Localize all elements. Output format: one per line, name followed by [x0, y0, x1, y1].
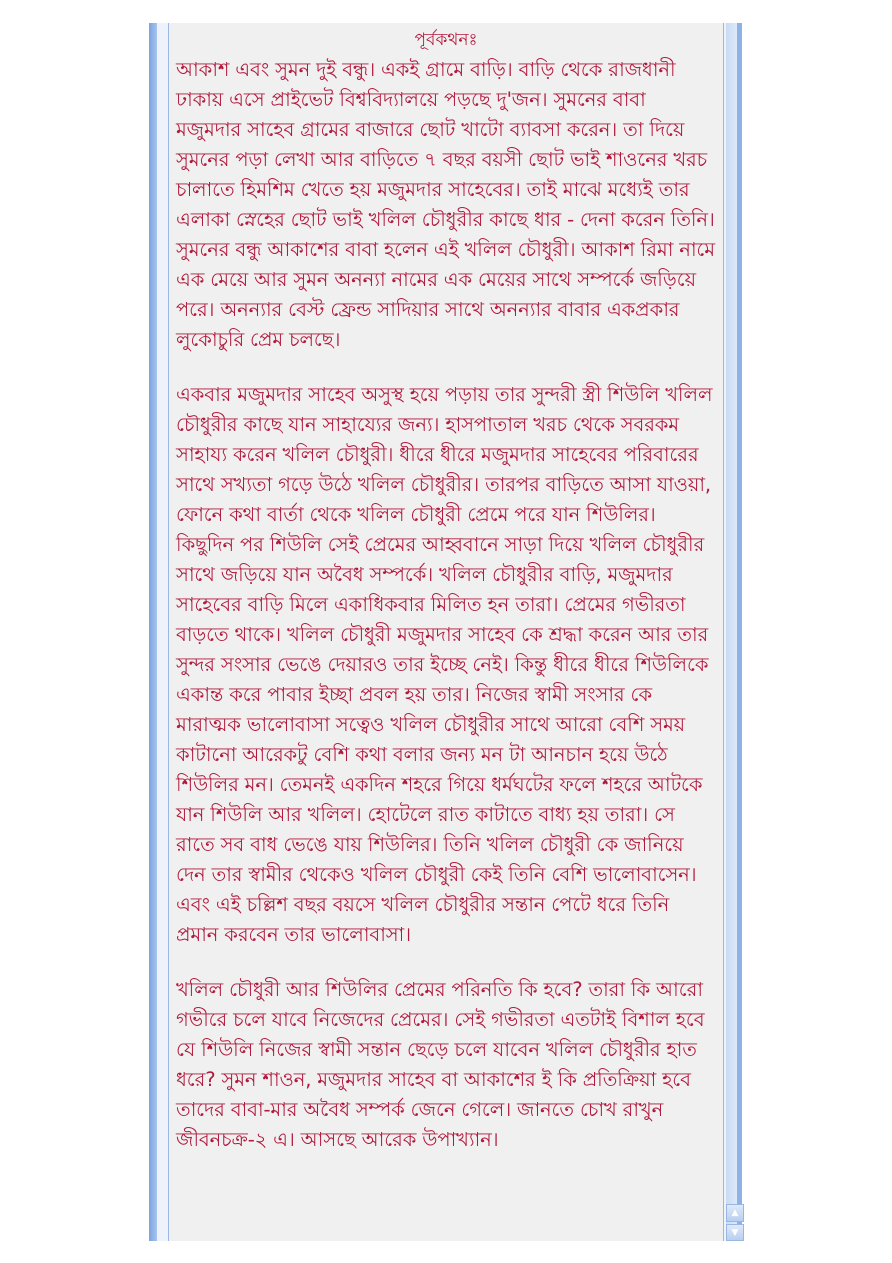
vertical-scrollbar[interactable] — [726, 23, 742, 1241]
paragraph-3: খলিল চৌধুরী আর শিউলির প্রেমের পরিনতি কি হবে? তারা কি আরো গভীরে চলে যাবে নিজেদের প্রেমের। সেই গভীরতা এতটাই বিশাল হবে যে শিউলি নিজের স্বামী সন্তান ছেড়ে চলে যাবেন খলিল চৌধুরীর হাত ধরে? সুমন শাওন, মজুমদার সাহেব বা আকাশের ই কি প্রতিক্রিয়া হবে তাদের বাবা-মার অবৈধ সম্পর্ক জেনে গেলে। জানতে চোখ রাখুন জীবনচক্র-২ এ। আসছে আরেক উপাখ্যান। — [176, 978, 705, 1151]
arrow-down-icon: ▼ — [731, 1228, 739, 1238]
window-left-border — [149, 23, 157, 1241]
paragraph-1: আকাশ এবং সুমন দুই বন্ধু। একই গ্রামে বাড়ি। বাড়ি থেকে রাজধানী ঢাকায় এসে প্রাইভেট বিশ্ববিদ্যালয়ে পড়ছে দু'জন। সুমনের বাবা মজুমদার সাহেব গ্রামের বাজারে ছোট খাটো ব্যাবসা করেন। তা দিয়ে সুমনের পড়া লেখা আর বাড়িতে ৭ বছর বয়সী ছোট ভাই শাওনের খরচ চালাতে হিমশিম খেতে হয় মজুমদার সাহেবের। তাই মাঝে মধ্যেই তার এলাকা স্নেহের ছোট ভাই খলিল চৌধুরীর কাছে ধার - দেনা করেন তিনি। সুমনের বন্ধু আকাশের বাবা হলেন এই খলিল চৌধুরী। আকাশ রিমা নামে এক মেয়ে আর সুমন অনন্যা নামের এক মেয়ের সাথে সম্পর্কে জড়িয়ে পরে। অনন্যার বেস্ট ফ্রেন্ড সাদিয়ার সাথে অনন্যার বাবার একপ্রকার লুকোচুরি প্রেম চলছে। — [176, 58, 715, 351]
scrollbar-edge — [737, 23, 742, 1241]
section-heading: পূর্বকথনঃ — [414, 30, 478, 50]
content-panel[interactable] — [168, 23, 724, 1241]
arrow-up-icon: ▲ — [731, 1208, 739, 1218]
paragraph-2: একবার মজুমদার সাহেব অসুস্থ হয়ে পড়ায় তার সুন্দরী স্ত্রী শিউলি খলিল চৌধুরীর কাছে যান সাহায্যের জন্য। হাসপাতাল খরচ থেকে সবরকম সাহায্য করেন খলিল চৌধুরী। ধীরে ধীরে মজুমদার সাহেবের পরিবারের সাথে সখ্যতা গড়ে উঠে খলিল চৌধুরীর। তারপর বাড়িতে আসা যাওয়া, ফোনে কথা বার্তা থেকে খলিল চৌধুরী প্রেমে পরে যান শিউলির। কিছুদিন পর শিউলি সেই প্রেমের আহ্ববানে সাড়া দিয়ে খলিল চৌধুরীর সাথে জড়িয়ে যান অবৈধ সম্পর্কে। খলিল চৌধুরীর বাড়ি, মজুমদার সাহেবের বাড়ি মিলে একাধিকবার মিলিত হন তারা। প্রেমের গভীরতা বাড়তে থাকে। খলিল চৌধুরী মজুমদার সাহেব কে শ্রদ্ধা করেন আর তার সুন্দর সংসার ভেঙে দেয়ারও তার ইচ্ছে নেই। কিন্তু ধীরে ধীরে শিউলিকে একান্ত করে পাবার ইচ্ছা প্রবল হয় তার। নিজের স্বামী সংসার কে মারাত্মক ভালোবাসা সত্বেও খলিল চৌধুরীর সাথে আরো বেশি সময় কাটানো আরেকটু বেশি কথা বলার জন্য মন টা আনচান হয়ে উঠে শিউলির মন। তেমনই একদিন শহরে গিয়ে ধর্মঘটের ফলে শহরে আটকে যান শিউলি আর খলিল। হোটেলে রাত কাটাতে বাধ্য হয় তারা। সে রাতে সব বাধ ভেঙে যায় শিউলির। তিনি খলিল চৌধুরী কে জানিয়ে দেন তার স্বামীর থেকেও খলিল চৌধুরী কেই তিনি বেশি ভালোবাসেন। এবং এই চল্লিশ বছর বয়সে খলিল চৌধুরীর সন্তান পেটে ধরে তিনি প্রমান করবেন তার ভালোবাসা। — [176, 383, 713, 946]
scroll-up-button[interactable] — [726, 1204, 744, 1222]
scroll-down-button[interactable] — [726, 1224, 744, 1241]
reader-window — [149, 23, 742, 1241]
